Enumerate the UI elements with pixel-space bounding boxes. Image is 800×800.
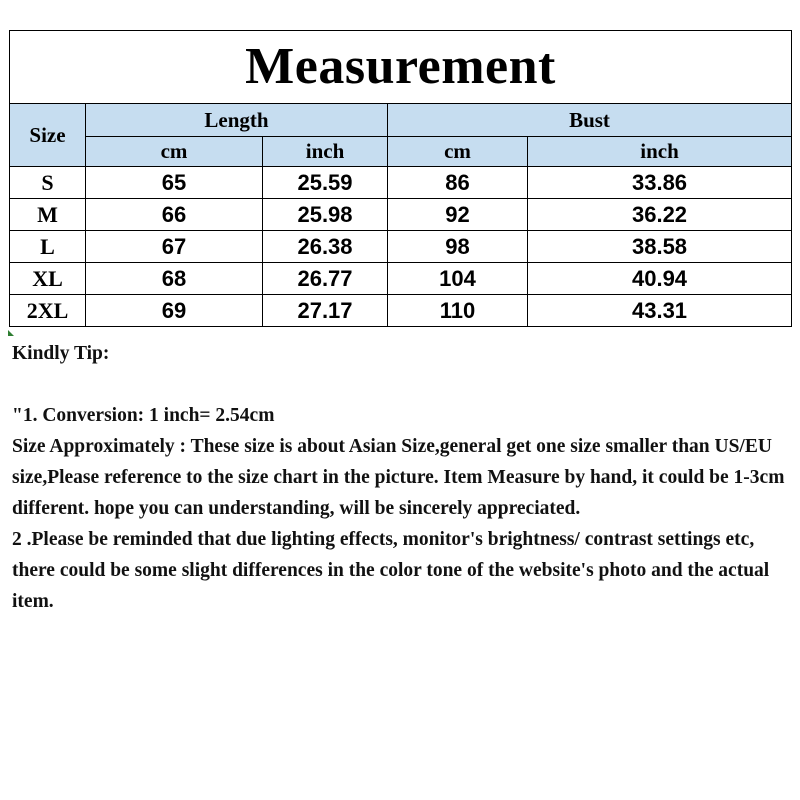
length-inch-cell: 26.77: [263, 263, 388, 295]
length-cm-cell: 69: [86, 295, 263, 327]
size-cell: S: [10, 167, 86, 199]
length-inch-cell: 25.59: [263, 167, 388, 199]
conversion-note: "1. Conversion: 1 inch= 2.54cm: [12, 405, 275, 426]
bust-cm-cell: 104: [388, 263, 528, 295]
bust-header: Bust: [388, 104, 792, 137]
length-cm-header: cm: [86, 137, 263, 167]
length-inch-cell: 25.98: [263, 199, 388, 231]
bust-cm-cell: 98: [388, 231, 528, 263]
tips-section: [12, 338, 792, 617]
spacer: [12, 369, 792, 400]
bust-cm-header: cm: [388, 137, 528, 167]
size-header: Size: [10, 104, 86, 167]
table-row: [10, 263, 792, 295]
length-cm-cell: 65: [86, 167, 263, 199]
length-cm-cell: 66: [86, 199, 263, 231]
size-cell: 2XL: [10, 295, 86, 327]
chart-title: Measurement: [10, 31, 792, 104]
length-inch-header: inch: [263, 137, 388, 167]
table-row: [10, 295, 792, 327]
size-cell: XL: [10, 263, 86, 295]
table-row: [10, 167, 792, 199]
bust-cm-cell: 92: [388, 199, 528, 231]
length-cm-cell: 68: [86, 263, 263, 295]
bust-inch-cell: 38.58: [528, 231, 792, 263]
bust-inch-header: inch: [528, 137, 792, 167]
length-header: Length: [86, 104, 388, 137]
bust-inch-cell: 36.22: [528, 199, 792, 231]
bust-inch-cell: 40.94: [528, 263, 792, 295]
table-row: [10, 199, 792, 231]
corner-mark: [8, 330, 14, 336]
size-chart-table: [9, 30, 792, 327]
length-inch-cell: 26.38: [263, 231, 388, 263]
table-row: [10, 231, 792, 263]
bust-cm-cell: 110: [388, 295, 528, 327]
bust-cm-cell: 86: [388, 167, 528, 199]
bust-inch-cell: 43.31: [528, 295, 792, 327]
length-cm-cell: 67: [86, 231, 263, 263]
size-approx-note: Size Approximately : These size is about Asian Size,general get one size smaller than US/EU size,Please reference to the size chart in the picture. Item Measure by hand, it could be 1-3cm different. hope you can understanding, will be sincerely appreciated.: [12, 436, 785, 519]
lighting-note: 2 .Please be reminded that due lighting effects, monitor's brightness/ contrast settings etc, there could be some slight differences in the color tone of the website's photo and the actual item.: [12, 529, 770, 612]
size-cell: L: [10, 231, 86, 263]
length-inch-cell: 27.17: [263, 295, 388, 327]
size-cell: M: [10, 199, 86, 231]
bust-inch-cell: 33.86: [528, 167, 792, 199]
tips-heading: Kindly Tip:: [12, 343, 110, 364]
